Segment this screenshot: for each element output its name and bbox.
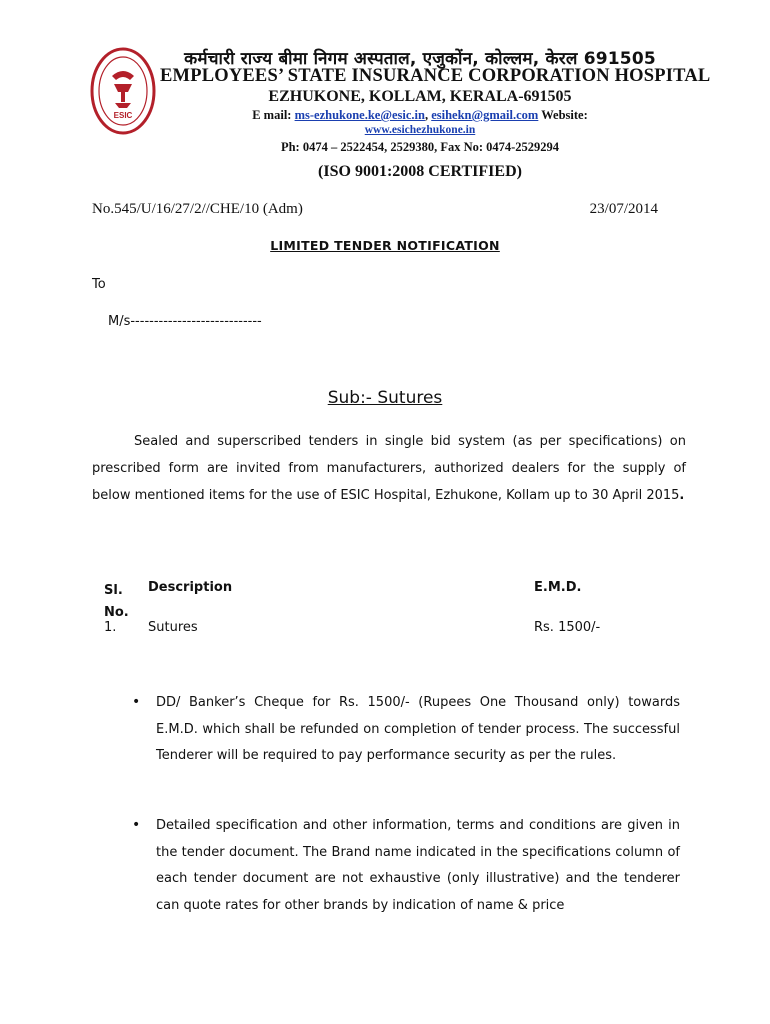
addressee-to: To [92,277,106,292]
bullet-text-1: DD/ Banker’s Cheque for Rs. 1500/- (Rupees One Thousand only) towards E.M.D. which shall be refunded on completion of tender process. The successful Tenderer will be required to pay performance security as per the rules. [156,695,680,763]
subject-line: Sub:- Sutures [327,388,443,408]
email-link-2[interactable]: esihekn@gmail.com [431,108,539,122]
paragraph-end: . [679,488,685,503]
addressee-ms: M/s---------------------------- [108,314,262,329]
row-sl-no: 1. [104,620,117,635]
phone-fax-line: Ph: 0474 – 2522454, 2529380, Fax No: 0474-2529294 [280,140,560,154]
esic-logo [90,46,156,136]
reference-date: 23/07/2014 [589,201,658,217]
bullet-dot-2: • [132,817,141,833]
organization-name: EMPLOYEES’ STATE INSURANCE CORPORATION HOSPITAL [160,66,711,86]
website-link[interactable]: www.esichezhukone.in [364,124,476,136]
logo-text: ESIC [113,111,133,120]
email-line [160,108,680,123]
paragraph-text: Sealed and superscribed tenders in single bid system (as per specifications) on prescribed form are invited from manufacturers, authorized dealers for the supply of below mentioned items for the use of ESIC Hospital, Ezhukone, Kollam up to 30 April 2015 [92,434,686,503]
website-line [160,124,680,136]
email-link-1[interactable]: ms-ezhukone.ke@esic.in [294,108,425,122]
body-paragraph [92,428,686,509]
header-sl-no: Sl. No. [104,583,129,620]
notice-title: LIMITED TENDER NOTIFICATION [270,238,500,253]
email-separator: , [424,108,429,122]
header-description: Description [148,580,233,595]
bullet-dot-1: • [132,694,141,710]
header-emd: E.M.D. [534,580,582,595]
bullet-text-2: Detailed specification and other information, terms and conditions are given in the tender document. The Brand name indicated in the specifications column of each tender document are not exhaustive (only illustrative) and the tenderer can quote rates for other brands by indication of name & price [156,818,680,913]
website-label: Website: [541,108,588,122]
address-line: EZHUKONE, KOLLAM, KERALA-691505 [268,88,572,105]
email-label: E mail: [252,108,292,122]
row-description: Sutures [148,620,198,635]
iso-certification: (ISO 9001:2008 CERTIFIED) [318,163,522,180]
hindi-title: कर्मचारी राज्य बीमा निगम अस्पताल, एजुकोंन, कोल्लम, केरल 691505 [184,49,656,69]
reference-number: No.545/U/16/27/2//CHE/10 (Adm) [92,201,303,217]
row-emd: Rs. 1500/- [534,620,601,635]
